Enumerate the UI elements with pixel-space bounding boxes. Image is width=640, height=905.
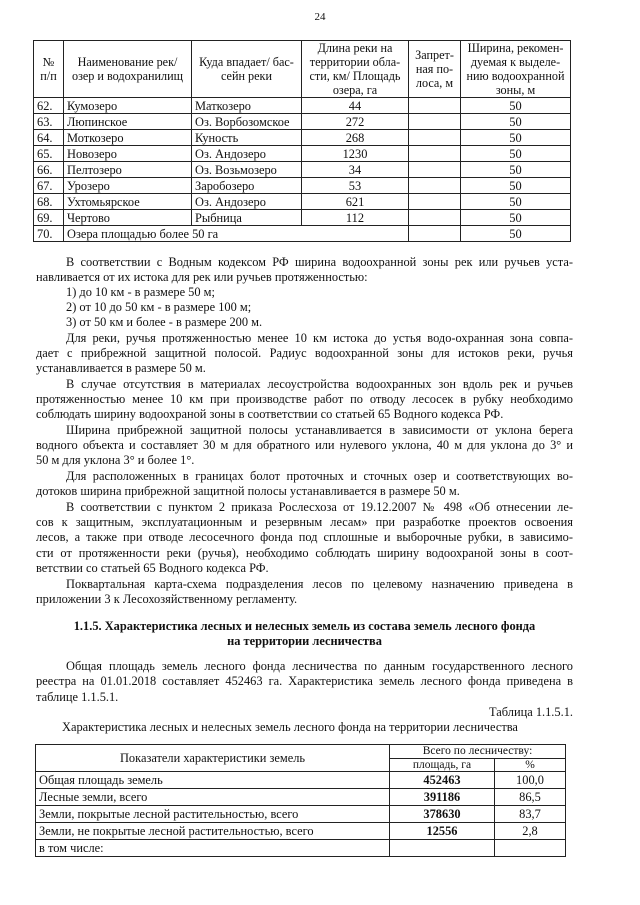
cell-percent: 83,7 <box>495 806 566 823</box>
header-area: площадь, га <box>390 758 495 772</box>
body-text-line: 3) от 50 км и более - в размере 200 м. <box>66 315 263 329</box>
cell-name: Новозеро <box>64 146 192 162</box>
body-text-line: водного объекта и составляет 30 м для обратного или нулевого уклона, 40 м для уклона до 3° и <box>36 438 573 452</box>
table-row <box>36 772 566 789</box>
intro-text-line: реестра на 01.01.2018 составляет 452463 га. Характеристика земель лесного фонда приведена в <box>36 674 573 688</box>
body-text-line: В соответствии с пунктом 2 приказа Рослесхоза от 19.12.2007 № 498 «Об отнесении ле- <box>66 500 573 514</box>
body-text-line: Для реки, ручья протяженностью менее 10 км истока до устья водо-охранная зона совпа- <box>66 331 573 345</box>
cell-outflow: Заробозеро <box>192 178 302 194</box>
header-total: Всего по лесничеству: <box>390 745 566 759</box>
header-number: № п/п <box>34 41 64 98</box>
cell-number: 70. <box>34 226 64 242</box>
cell-percent: 2,8 <box>495 823 566 840</box>
body-text-line: дает с прибрежной защитной полосой. Радиус водоохранной зоны для истоков реки, ручья <box>36 346 573 360</box>
cell-number: 63. <box>34 114 64 130</box>
cell-outflow: Рыбница <box>192 210 302 226</box>
cell-width: 50 <box>461 194 571 210</box>
body-text-line: устанавливается в размере 50 м. <box>36 361 206 375</box>
page-number: 24 <box>314 11 326 23</box>
table-row <box>36 806 566 823</box>
body-text-line: приложении 3 к Лесохозяйственному регламенту. <box>36 592 298 606</box>
water-bodies-table <box>33 40 571 242</box>
table-row <box>34 194 571 210</box>
cell-width: 50 <box>461 114 571 130</box>
cell-length: 53 <box>302 178 409 194</box>
cell-percent: 100,0 <box>495 772 566 789</box>
header-length: Длина реки на территории обла-сти, км/ Площадь озера, га <box>302 41 409 98</box>
cell-length: 272 <box>302 114 409 130</box>
body-text-line: 50 м для уклона 3° и более 1°. <box>36 453 195 467</box>
table-row <box>36 789 566 806</box>
table-header-row <box>36 745 566 759</box>
cell-restricted <box>409 98 461 114</box>
cell-outflow: Оз. Андозеро <box>192 194 302 210</box>
table-row <box>34 178 571 194</box>
body-text-line: Для расположенных в границах болот проточных и сточных озер и соответствующих во- <box>66 469 573 483</box>
intro-text-line: таблице 1.1.5.1. <box>36 690 119 704</box>
cell-area: 378630 <box>390 806 495 823</box>
section-heading-line-2: на территории лесничества <box>227 634 382 648</box>
cell-restricted <box>409 210 461 226</box>
body-text-line: ветствии со статьей 65 Водного кодекса РФ. <box>36 561 269 575</box>
cell-restricted <box>409 146 461 162</box>
header-name: Наименование рек/ озер и водохранилищ <box>64 41 192 98</box>
cell-width: 50 <box>461 130 571 146</box>
body-text-line: сти от протяженности реки (ручья), необходимо соблюдать ширину водоохраной зоны в соот- <box>36 546 573 560</box>
cell-outflow: Оз. Андозеро <box>192 146 302 162</box>
table-row <box>34 146 571 162</box>
cell-restricted <box>409 114 461 130</box>
cell-width: 50 <box>461 98 571 114</box>
body-text-line: 1) до 10 км - в размере 50 м; <box>66 285 215 299</box>
cell-length: 1230 <box>302 146 409 162</box>
cell-number: 65. <box>34 146 64 162</box>
body-text-line: навливается от их истока для рек или ручьев протяженностью: <box>36 270 368 284</box>
cell-width: 50 <box>461 210 571 226</box>
cell-length: 112 <box>302 210 409 226</box>
cell-area: 391186 <box>390 789 495 806</box>
cell-length: 621 <box>302 194 409 210</box>
cell-outflow: Куность <box>192 130 302 146</box>
cell-percent: 86,5 <box>495 789 566 806</box>
cell-width: 50 <box>461 226 571 242</box>
cell-number: 67. <box>34 178 64 194</box>
table-caption: Характеристика лесных и нелесных земель лесного фонда на территории лесничества <box>62 720 518 734</box>
body-text-line: Ширина прибрежной защитной полосы устанавливается в зависимости от уклона берега <box>66 423 573 437</box>
cell-restricted <box>409 162 461 178</box>
header-outflow: Куда впадает/ бас-сейн реки <box>192 41 302 98</box>
cell-outflow: Маткозеро <box>192 98 302 114</box>
cell-indicator: Общая площадь земель <box>36 772 390 789</box>
cell-number: 68. <box>34 194 64 210</box>
cell-width: 50 <box>461 178 571 194</box>
cell-width: 50 <box>461 146 571 162</box>
cell-indicator: Лесные земли, всего <box>36 789 390 806</box>
cell-length: 44 <box>302 98 409 114</box>
body-text-line: дотоков ширина прибрежной защитной полосы устанавливается в размере 50 м. <box>36 484 460 498</box>
intro-text-line: Общая площадь земель лесного фонда лесничества по данным государственного лесного <box>66 659 573 673</box>
land-characteristics-table <box>35 744 566 857</box>
body-text-line: сов к защитным, эксплуатационным и резервным лесам» при разработке проектов освоения <box>36 515 573 529</box>
cell-name: Люпинское <box>64 114 192 130</box>
cell-name: Моткозеро <box>64 130 192 146</box>
table-row <box>34 210 571 226</box>
body-text-line: Поквартальная карта-схема подразделения лесов по целевому назначению приведена в <box>66 577 573 591</box>
cell-name: Озера площадью более 50 га <box>64 226 409 242</box>
cell-length: 34 <box>302 162 409 178</box>
cell-number: 66. <box>34 162 64 178</box>
table-label: Таблица 1.1.5.1. <box>489 705 573 719</box>
cell-restricted <box>409 178 461 194</box>
cell-area: 452463 <box>390 772 495 789</box>
cell-length: 268 <box>302 130 409 146</box>
cell-outflow: Оз. Возьмозеро <box>192 162 302 178</box>
header-indicator: Показатели характеристики земель <box>36 745 390 772</box>
cell-name: Ухтомьярское <box>64 194 192 210</box>
cell-restricted <box>409 226 461 242</box>
body-text-line: В соответствии с Водным кодексом РФ ширина водоохранной зоны рек или ручьев уста- <box>66 255 573 269</box>
header-restricted-strip: Запрет-ная по-лоса, м <box>409 41 461 98</box>
header-width: Ширина, рекомен-дуемая к выделе-нию водоохранной зоны, м <box>461 41 571 98</box>
body-text-line: В случае отсутствия в материалах лесоустройства водоохранных зон вдоль рек и ручьев <box>66 377 573 391</box>
body-text-line: соблюдать ширину водоохраной зоны в соответствии со статьей 65 Водного кодекса РФ. <box>36 407 504 421</box>
cell-indicator: Земли, не покрытые лесной растительностью, всего <box>36 823 390 840</box>
cell-area <box>390 840 495 857</box>
cell-restricted <box>409 194 461 210</box>
cell-number: 64. <box>34 130 64 146</box>
cell-number: 62. <box>34 98 64 114</box>
table-row <box>34 98 571 114</box>
cell-name: Пелтозеро <box>64 162 192 178</box>
table-row <box>34 130 571 146</box>
cell-outflow: Оз. Ворбозомское <box>192 114 302 130</box>
cell-name: Урозеро <box>64 178 192 194</box>
cell-name: Чертово <box>64 210 192 226</box>
cell-indicator: в том числе: <box>36 840 390 857</box>
cell-number: 69. <box>34 210 64 226</box>
cell-restricted <box>409 130 461 146</box>
table-row <box>34 114 571 130</box>
table-row <box>34 162 571 178</box>
cell-width: 50 <box>461 162 571 178</box>
cell-area: 12556 <box>390 823 495 840</box>
header-percent: % <box>495 758 566 772</box>
table-row <box>34 226 571 242</box>
cell-name: Кумозеро <box>64 98 192 114</box>
section-heading-line-1: 1.1.5. Характеристика лесных и нелесных земель из состава земель лесного фонда <box>73 619 536 633</box>
body-text-line: протяженностью менее 10 км при производстве работ по отводу лесосек в рубку необходимо <box>36 392 573 406</box>
table-row <box>36 840 566 857</box>
body-text-line: 2) от 10 до 50 км - в размере 100 м; <box>66 300 252 314</box>
table-row <box>36 823 566 840</box>
cell-indicator: Земли, покрытые лесной растительностью, всего <box>36 806 390 823</box>
body-text-line: лесов, а также при отводе лесосечного фонда под сплошные и выборочные рубки, в зависимо- <box>36 530 573 544</box>
table-header-row <box>34 41 571 98</box>
cell-percent <box>495 840 566 857</box>
